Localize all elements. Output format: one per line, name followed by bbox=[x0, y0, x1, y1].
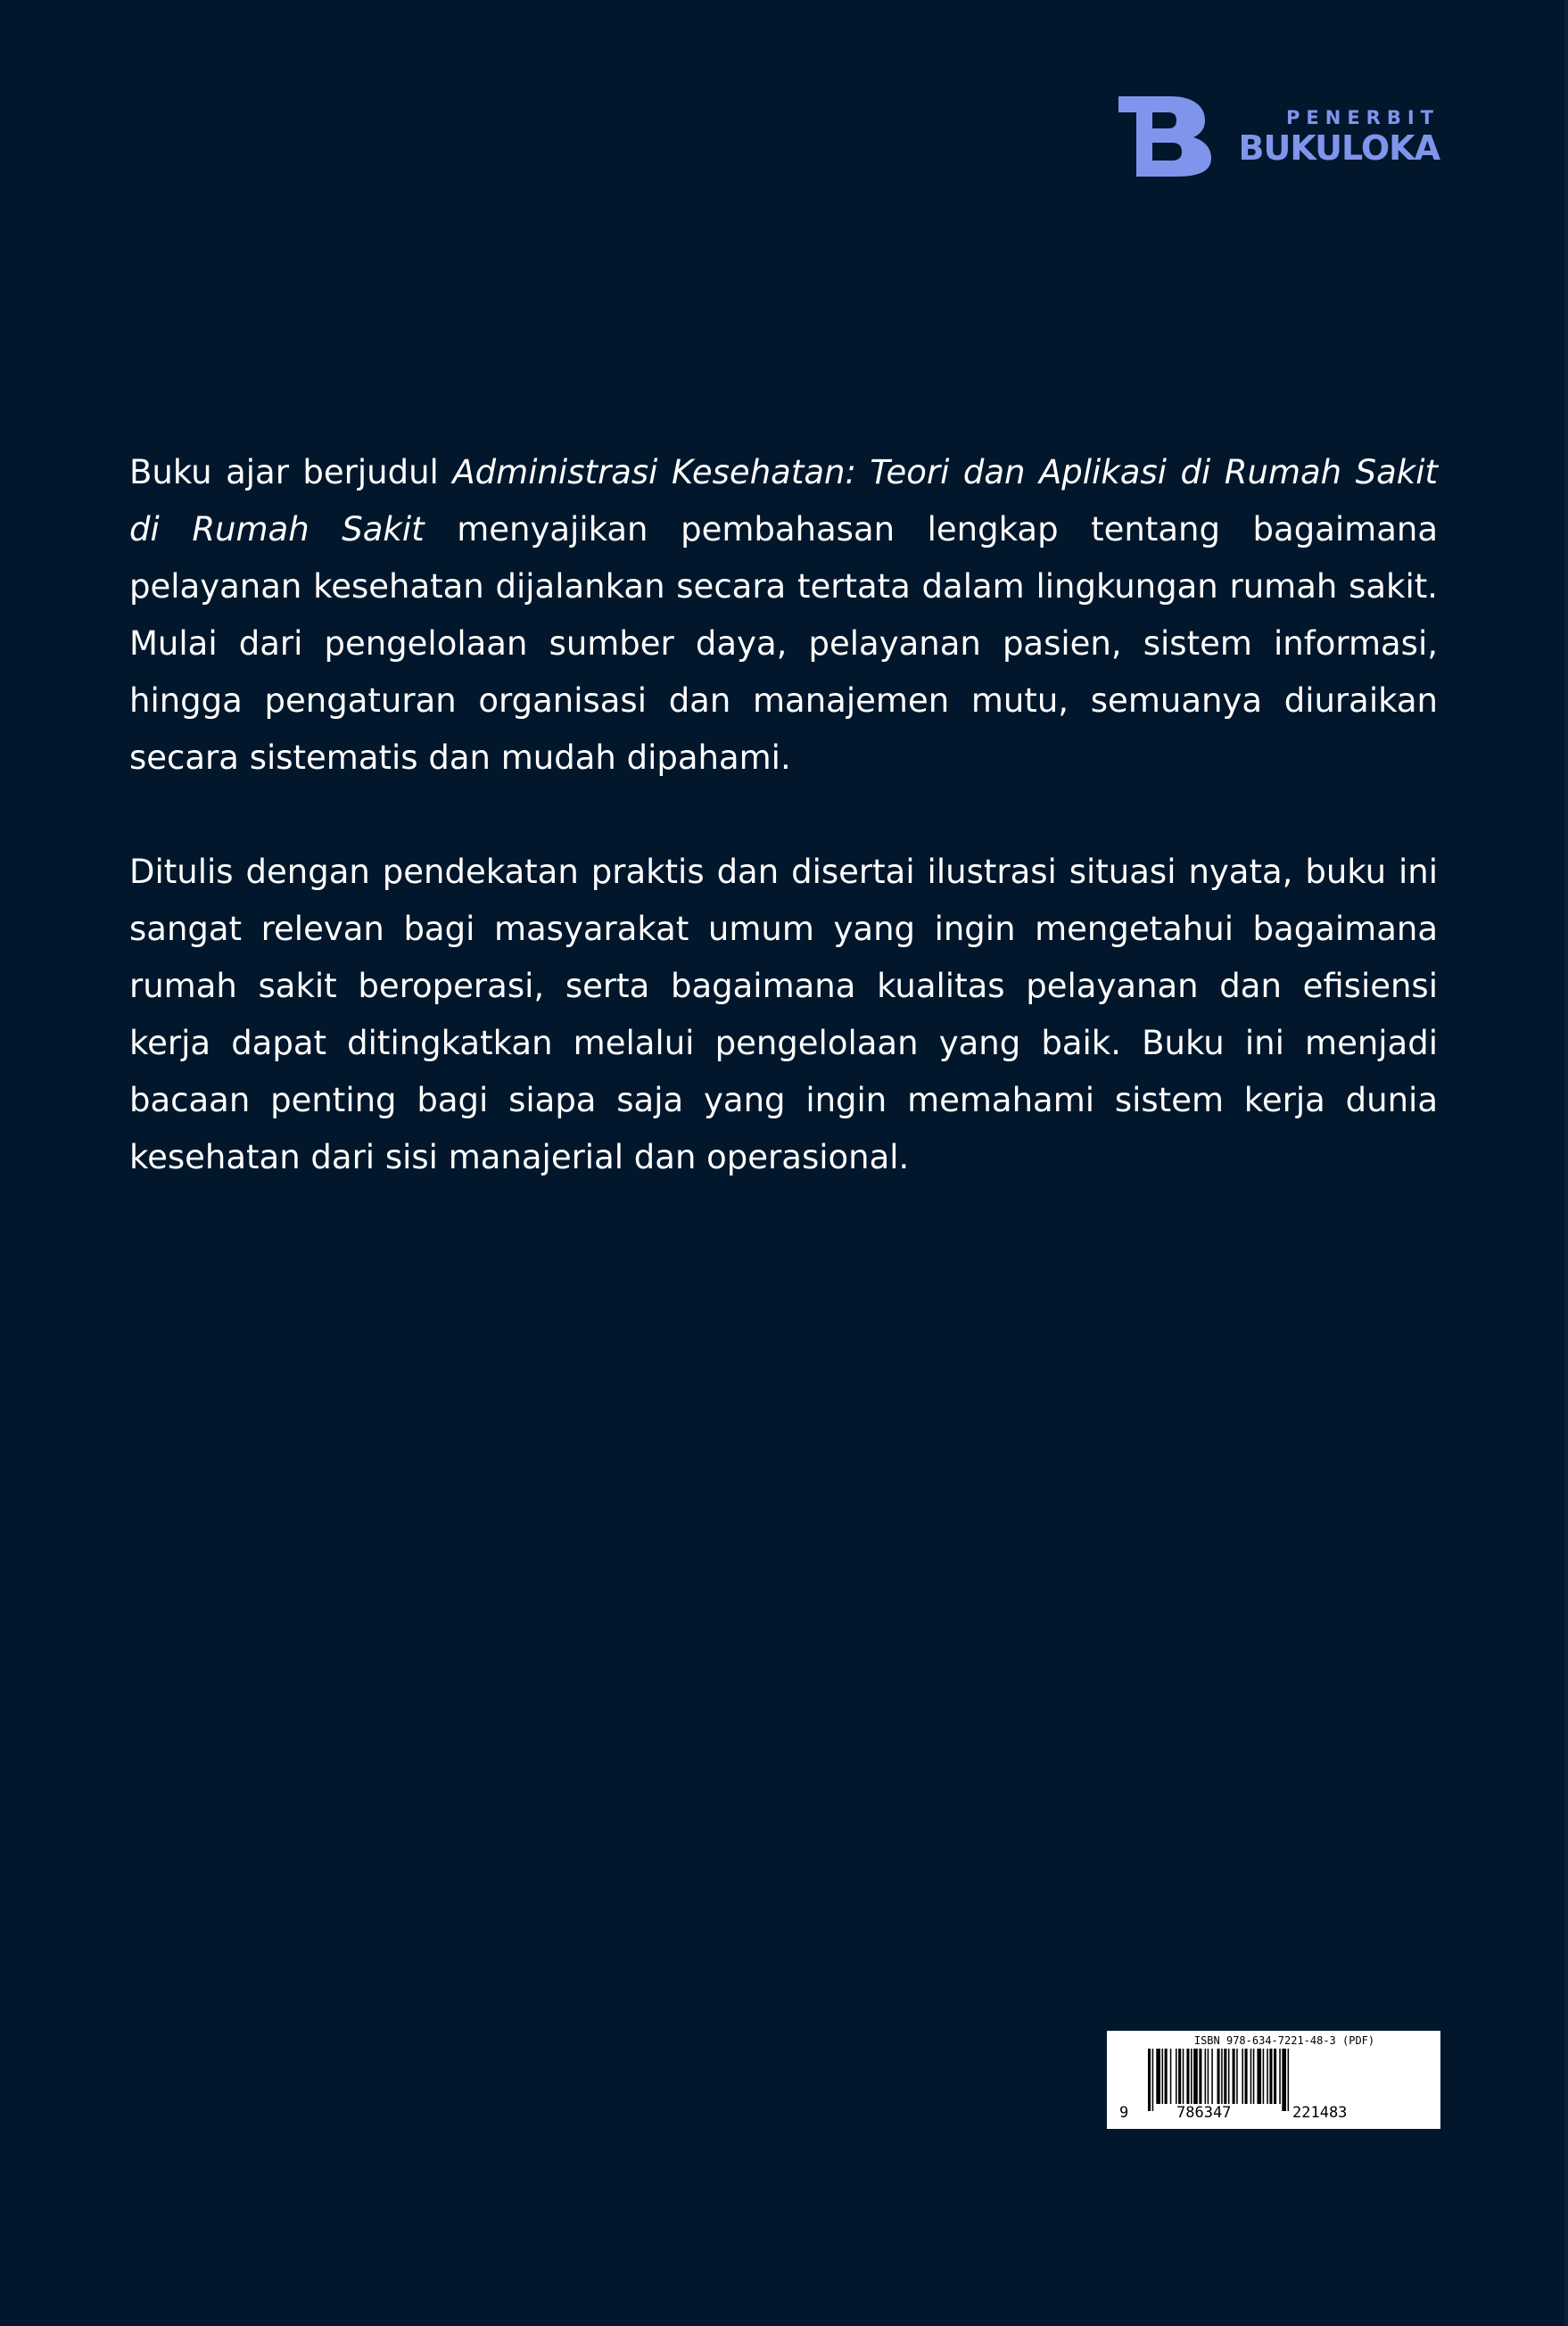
barcode-bar bbox=[1170, 2049, 1172, 2104]
barcode-bar bbox=[1269, 2049, 1272, 2104]
barcode-bar bbox=[1250, 2049, 1252, 2104]
publisher-logo bbox=[1118, 96, 1440, 177]
barcode-bar bbox=[1253, 2049, 1255, 2104]
blurb-paragraph-1-rest: menyajikan pembahasan lengkap tentang bagaimana pelayanan kesehatan dijalankan secara tertata dalam lingkungan rumah sakit. Mulai dari pengelolaan sumber daya, pelayanan pasien, sistem informasi, hingga pengaturan organisasi dan manajemen mutu, semuanya diuraikan secara sistematis dan mudah dipahami. bbox=[129, 510, 1438, 777]
barcode-bar bbox=[1217, 2049, 1220, 2111]
blurb-paragraph-2: Ditulis dengan pendekatan praktis dan disertai ilustrasi situasi nyata, buku ini sangat relevan bagi masyarakat umum yang ingin mengetahui bagaimana rumah sakit beroperasi, serta bagaimana kualitas pelayanan dan efisiensi kerja dapat ditingkatkan melalui pengelolaan yang baik. Buku ini menjadi bacaan penting bagi siapa saja yang ingin memahami sistem kerja dunia kesehatan dari sisi manajerial dan operasional. bbox=[129, 853, 1438, 1176]
barcode-bar bbox=[1156, 2049, 1160, 2104]
barcode-bar bbox=[1208, 2049, 1209, 2104]
barcode-bar bbox=[1233, 2049, 1235, 2104]
blurb-lead: Buku ajar berjudul bbox=[129, 453, 453, 491]
publisher-label: PENERBIT bbox=[1286, 107, 1440, 128]
barcode-bar bbox=[1162, 2049, 1164, 2104]
publisher-b-monogram-icon bbox=[1118, 96, 1211, 177]
barcode-bar bbox=[1165, 2049, 1168, 2104]
blurb-paragraph-1 bbox=[129, 444, 1438, 787]
book-title: Administrasi Kesehatan: Teori dan Aplikasi di Rumah Sakit di Rumah Sakit bbox=[129, 453, 1438, 549]
barcode-bar bbox=[1267, 2049, 1268, 2104]
barcode-bar bbox=[1191, 2049, 1193, 2104]
barcode-bar bbox=[1288, 2049, 1290, 2111]
barcode-bar bbox=[1183, 2049, 1184, 2104]
publisher-name: BUKULOKA bbox=[1238, 128, 1440, 168]
barcode-bar bbox=[1274, 2049, 1276, 2104]
barcode-bar bbox=[1245, 2049, 1248, 2104]
barcode-bar bbox=[1211, 2049, 1213, 2104]
barcode-bar bbox=[1263, 2049, 1265, 2104]
barcode-bar bbox=[1193, 2049, 1198, 2104]
barcode-bar bbox=[1178, 2049, 1181, 2104]
barcode-bar bbox=[1236, 2049, 1238, 2104]
barcode-bars-icon bbox=[1148, 2049, 1380, 2111]
cover-right-edge bbox=[1564, 0, 1568, 2326]
isbn-label: ISBN 978-634-7221-48-3 (PDF) bbox=[1193, 2034, 1375, 2047]
isbn-barcode bbox=[1107, 2031, 1440, 2129]
barcode-bar bbox=[1257, 2049, 1261, 2104]
barcode-bar bbox=[1279, 2049, 1281, 2104]
barcode-digits-right: 221483 bbox=[1292, 2104, 1348, 2122]
barcode-bar bbox=[1228, 2049, 1230, 2104]
barcode-bar bbox=[1205, 2049, 1207, 2104]
barcode-bar bbox=[1148, 2049, 1151, 2111]
barcode-bar bbox=[1152, 2049, 1154, 2111]
barcode-bar bbox=[1224, 2049, 1226, 2104]
barcode-bar bbox=[1221, 2049, 1223, 2111]
barcode-bar bbox=[1199, 2049, 1201, 2104]
barcode-bar bbox=[1282, 2049, 1286, 2111]
barcode-digits-left: 786347 bbox=[1176, 2104, 1232, 2122]
barcode-digit-first: 9 bbox=[1119, 2104, 1129, 2122]
book-blurb bbox=[129, 444, 1438, 1243]
barcode-bar bbox=[1176, 2049, 1177, 2104]
barcode-bar bbox=[1186, 2049, 1189, 2104]
barcode-bar bbox=[1242, 2049, 1243, 2104]
